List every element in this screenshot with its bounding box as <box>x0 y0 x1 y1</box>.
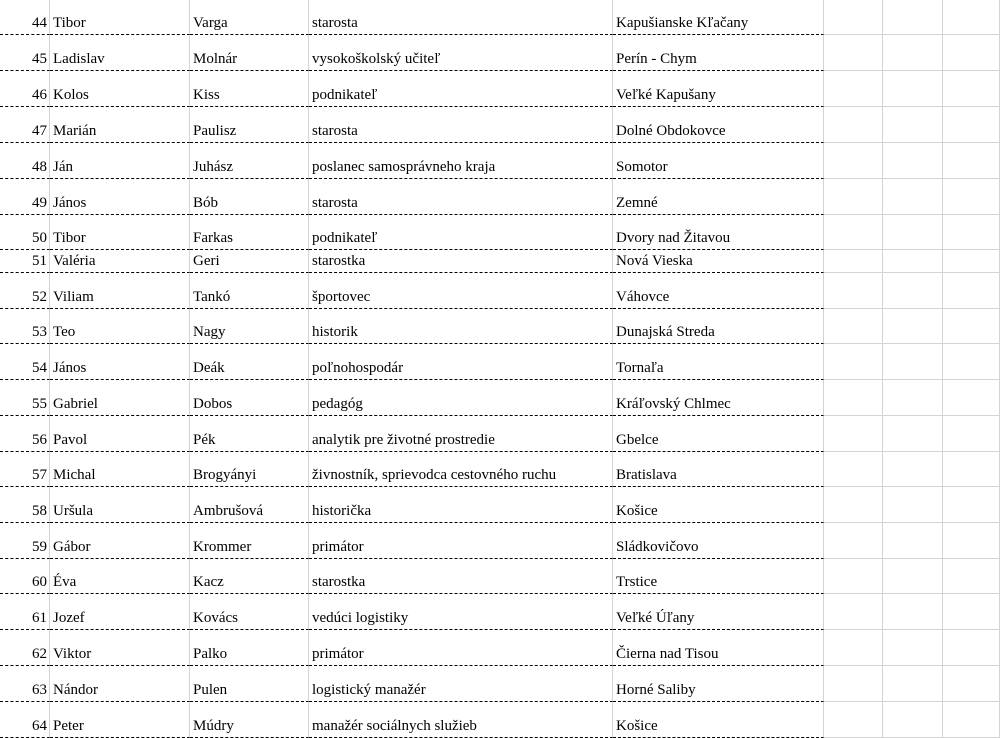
first-name-text: Marián <box>53 123 97 139</box>
last-name-text: Bób <box>193 195 219 211</box>
row-number-text: 64 <box>32 718 47 734</box>
row-number-text: 59 <box>32 539 47 555</box>
last-name-text: Molnár <box>193 51 238 67</box>
town-text: Dolné Obdokovce <box>616 123 726 139</box>
occupation-cell[interactable] <box>309 309 613 344</box>
empty-cell[interactable] <box>883 416 943 452</box>
occupation-cell[interactable] <box>309 702 613 738</box>
town-cell[interactable] <box>613 452 824 487</box>
last-name-text: Pulen <box>193 682 228 698</box>
last-name-text: Geri <box>193 253 220 269</box>
town-text: Zemné <box>616 195 658 211</box>
occupation-text: starosta <box>312 15 358 31</box>
town-text: Somotor <box>616 159 668 175</box>
first-name-cell[interactable] <box>50 107 190 143</box>
town-text: Nová Vieska <box>616 253 693 269</box>
empty-cell[interactable] <box>883 487 943 523</box>
occupation-cell[interactable] <box>309 452 613 487</box>
table-row <box>0 215 1000 250</box>
empty-cell[interactable] <box>883 309 943 344</box>
table-row <box>0 273 1000 309</box>
town-text: Tornaľa <box>616 360 664 376</box>
last-name-text: Varga <box>193 15 228 31</box>
last-name-text: Ambrušová <box>193 503 263 519</box>
first-name-cell[interactable] <box>50 594 190 630</box>
empty-cell[interactable] <box>943 630 1000 666</box>
last-name-cell[interactable] <box>190 179 309 215</box>
empty-cell[interactable] <box>824 250 883 273</box>
occupation-cell[interactable] <box>309 380 613 416</box>
town-cell[interactable] <box>613 215 824 250</box>
occupation-text: starosta <box>312 123 358 139</box>
occupation-cell[interactable] <box>309 523 613 559</box>
occupation-text: podnikateľ <box>312 87 378 103</box>
first-name-text: Ján <box>53 159 73 175</box>
row-number-cell[interactable] <box>0 380 50 416</box>
occupation-text: vysokoškolský učiteľ <box>312 51 441 67</box>
row-number-cell[interactable] <box>0 487 50 523</box>
town-text: Čierna nad Tisou <box>616 646 719 662</box>
last-name-text: Farkas <box>193 230 233 246</box>
empty-cell[interactable] <box>943 416 1000 452</box>
first-name-text: Kolos <box>53 87 89 103</box>
empty-cell[interactable] <box>824 344 883 380</box>
last-name-cell[interactable] <box>190 71 309 107</box>
town-cell[interactable] <box>613 702 824 738</box>
row-number-text: 47 <box>32 123 47 139</box>
first-name-cell[interactable] <box>50 344 190 380</box>
last-name-cell[interactable] <box>190 107 309 143</box>
town-cell[interactable] <box>613 523 824 559</box>
last-name-text: Deák <box>193 360 225 376</box>
occupation-cell[interactable] <box>309 143 613 179</box>
town-cell[interactable] <box>613 107 824 143</box>
town-cell[interactable] <box>613 344 824 380</box>
empty-cell[interactable] <box>883 380 943 416</box>
empty-cell[interactable] <box>943 215 1000 250</box>
occupation-text: historik <box>312 324 358 340</box>
table-row <box>0 0 1000 35</box>
last-name-cell[interactable] <box>190 702 309 738</box>
row-number-text: 53 <box>32 324 47 340</box>
empty-cell[interactable] <box>943 666 1000 702</box>
first-name-text: Michal <box>53 467 96 483</box>
first-name-text: Jozef <box>53 610 85 626</box>
last-name-text: Pék <box>193 432 216 448</box>
occupation-text: analytik pre životné prostredie <box>312 432 495 448</box>
town-text: Košice <box>616 503 658 519</box>
occupation-cell[interactable] <box>309 487 613 523</box>
first-name-text: János <box>53 195 87 211</box>
town-text: Váhovce <box>616 289 670 305</box>
row-number-cell[interactable] <box>0 452 50 487</box>
occupation-text: športovec <box>312 289 371 305</box>
table-row <box>0 143 1000 179</box>
occupation-cell[interactable] <box>309 666 613 702</box>
empty-cell[interactable] <box>943 380 1000 416</box>
empty-cell[interactable] <box>883 523 943 559</box>
last-name-cell[interactable] <box>190 35 309 71</box>
row-number-text: 61 <box>32 610 47 626</box>
row-number-text: 46 <box>32 87 47 103</box>
first-name-cell[interactable] <box>50 523 190 559</box>
last-name-cell[interactable] <box>190 594 309 630</box>
row-number-cell[interactable] <box>0 559 50 594</box>
empty-cell[interactable] <box>943 702 1000 738</box>
empty-cell[interactable] <box>824 107 883 143</box>
empty-cell[interactable] <box>883 107 943 143</box>
row-number-cell[interactable] <box>0 0 50 35</box>
empty-cell[interactable] <box>824 523 883 559</box>
last-name-text: Tankó <box>193 289 231 305</box>
town-text: Dunajská Streda <box>616 324 715 340</box>
first-name-cell[interactable] <box>50 179 190 215</box>
town-text: Veľké Úľany <box>616 610 695 626</box>
town-cell[interactable] <box>613 380 824 416</box>
row-number-cell[interactable] <box>0 702 50 738</box>
first-name-cell[interactable] <box>50 215 190 250</box>
row-number-cell[interactable] <box>0 416 50 452</box>
first-name-cell[interactable] <box>50 559 190 594</box>
first-name-text: Viliam <box>53 289 94 305</box>
last-name-text: Paulisz <box>193 123 237 139</box>
row-number-cell[interactable] <box>0 107 50 143</box>
occupation-text: manažér sociálnych služieb <box>312 718 477 734</box>
town-text: Kapušianske Kľačany <box>616 15 749 31</box>
last-name-text: Kovács <box>193 610 238 626</box>
empty-cell[interactable] <box>824 380 883 416</box>
empty-cell[interactable] <box>824 487 883 523</box>
town-text: Veľké Kapušany <box>616 87 716 103</box>
row-number-text: 56 <box>32 432 47 448</box>
row-number-cell[interactable] <box>0 179 50 215</box>
row-number-cell[interactable] <box>0 215 50 250</box>
last-name-cell[interactable] <box>190 452 309 487</box>
last-name-cell[interactable] <box>190 215 309 250</box>
town-cell[interactable] <box>613 273 824 309</box>
row-number-cell[interactable] <box>0 273 50 309</box>
town-text: Bratislava <box>616 467 677 483</box>
last-name-cell[interactable] <box>190 143 309 179</box>
first-name-cell[interactable] <box>50 71 190 107</box>
occupation-cell[interactable] <box>309 559 613 594</box>
town-text: Trstice <box>616 574 658 590</box>
town-cell[interactable] <box>613 71 824 107</box>
town-cell[interactable] <box>613 250 824 273</box>
row-number-text: 62 <box>32 646 47 662</box>
row-number-cell[interactable] <box>0 666 50 702</box>
occupation-text: živnostník, sprievodca cestovného ruchu <box>312 467 557 483</box>
table-row <box>0 71 1000 107</box>
occupation-cell[interactable] <box>309 0 613 35</box>
first-name-text: Teo <box>53 324 76 340</box>
first-name-text: Gábor <box>53 539 91 555</box>
town-text: Horné Saliby <box>616 682 696 698</box>
first-name-text: Ladislav <box>53 51 105 67</box>
empty-cell[interactable] <box>943 523 1000 559</box>
empty-cell[interactable] <box>883 666 943 702</box>
occupation-text: historička <box>312 503 372 519</box>
occupation-cell[interactable] <box>309 35 613 71</box>
last-name-cell[interactable] <box>190 380 309 416</box>
occupation-cell[interactable] <box>309 594 613 630</box>
last-name-text: Brogyányi <box>193 467 257 483</box>
first-name-cell[interactable] <box>50 143 190 179</box>
table-row <box>0 559 1000 594</box>
first-name-text: Gabriel <box>53 396 98 412</box>
row-number-text: 54 <box>32 360 47 376</box>
empty-cell[interactable] <box>824 179 883 215</box>
empty-cell[interactable] <box>943 143 1000 179</box>
empty-cell[interactable] <box>883 143 943 179</box>
empty-cell[interactable] <box>824 273 883 309</box>
empty-cell[interactable] <box>943 594 1000 630</box>
last-name-text: Dobos <box>193 396 233 412</box>
table-row <box>0 380 1000 416</box>
row-number-text: 51 <box>32 253 47 269</box>
occupation-cell[interactable] <box>309 416 613 452</box>
empty-cell[interactable] <box>824 452 883 487</box>
empty-cell[interactable] <box>824 215 883 250</box>
empty-cell[interactable] <box>883 71 943 107</box>
table-row <box>0 344 1000 380</box>
empty-cell[interactable] <box>883 273 943 309</box>
first-name-text: Éva <box>53 574 77 590</box>
occupation-text: pedagóg <box>312 396 363 412</box>
row-number-text: 60 <box>32 574 47 590</box>
row-number-text: 48 <box>32 159 47 175</box>
first-name-cell[interactable] <box>50 487 190 523</box>
table-row <box>0 452 1000 487</box>
empty-cell[interactable] <box>824 594 883 630</box>
row-number-cell[interactable] <box>0 630 50 666</box>
empty-cell[interactable] <box>824 666 883 702</box>
occupation-text: starosta <box>312 195 358 211</box>
table-row <box>0 594 1000 630</box>
last-name-cell[interactable] <box>190 0 309 35</box>
first-name-text: Peter <box>53 718 84 734</box>
empty-cell[interactable] <box>883 0 943 35</box>
last-name-cell[interactable] <box>190 666 309 702</box>
empty-cell[interactable] <box>824 143 883 179</box>
row-number-text: 63 <box>32 682 47 698</box>
row-number-cell[interactable] <box>0 35 50 71</box>
empty-cell[interactable] <box>883 559 943 594</box>
empty-cell[interactable] <box>943 559 1000 594</box>
empty-cell[interactable] <box>824 309 883 344</box>
first-name-cell[interactable] <box>50 35 190 71</box>
empty-cell[interactable] <box>943 71 1000 107</box>
empty-cell[interactable] <box>883 452 943 487</box>
row-number-cell[interactable] <box>0 523 50 559</box>
row-number-text: 57 <box>32 467 47 483</box>
first-name-text: Uršula <box>53 503 93 519</box>
table-row <box>0 702 1000 738</box>
first-name-cell[interactable] <box>50 416 190 452</box>
first-name-cell[interactable] <box>50 702 190 738</box>
last-name-text: Palko <box>193 646 228 662</box>
first-name-cell[interactable] <box>50 250 190 273</box>
empty-cell[interactable] <box>943 344 1000 380</box>
row-number-text: 55 <box>32 396 47 412</box>
empty-cell[interactable] <box>824 35 883 71</box>
row-number-text: 50 <box>32 230 47 246</box>
empty-cell[interactable] <box>943 179 1000 215</box>
occupation-text: primátor <box>312 539 364 555</box>
table-row <box>0 666 1000 702</box>
occupation-text: primátor <box>312 646 364 662</box>
town-text: Kráľovský Chlmec <box>616 396 731 412</box>
town-cell[interactable] <box>613 594 824 630</box>
empty-cell[interactable] <box>943 250 1000 273</box>
town-cell[interactable] <box>613 0 824 35</box>
row-number-text: 52 <box>32 289 47 305</box>
empty-cell[interactable] <box>824 71 883 107</box>
occupation-cell[interactable] <box>309 344 613 380</box>
first-name-text: Tibor <box>53 15 86 31</box>
row-number-text: 44 <box>32 15 47 31</box>
empty-cell[interactable] <box>883 594 943 630</box>
first-name-text: Valéria <box>53 253 96 269</box>
empty-cell[interactable] <box>883 35 943 71</box>
empty-cell[interactable] <box>824 559 883 594</box>
empty-cell[interactable] <box>943 309 1000 344</box>
town-cell[interactable] <box>613 35 824 71</box>
last-name-cell[interactable] <box>190 559 309 594</box>
row-number-cell[interactable] <box>0 143 50 179</box>
last-name-cell[interactable] <box>190 630 309 666</box>
last-name-cell[interactable] <box>190 273 309 309</box>
empty-cell[interactable] <box>883 630 943 666</box>
empty-cell[interactable] <box>883 179 943 215</box>
last-name-text: Kacz <box>193 574 224 590</box>
town-cell[interactable] <box>613 416 824 452</box>
town-text: Gbelce <box>616 432 659 448</box>
table-row <box>0 523 1000 559</box>
first-name-text: Tibor <box>53 230 86 246</box>
occupation-cell[interactable] <box>309 273 613 309</box>
row-number-cell[interactable] <box>0 71 50 107</box>
town-text: Košice <box>616 718 658 734</box>
table-row <box>0 179 1000 215</box>
row-number-text: 45 <box>32 51 47 67</box>
empty-cell[interactable] <box>824 702 883 738</box>
town-cell[interactable] <box>613 630 824 666</box>
row-number-cell[interactable] <box>0 344 50 380</box>
occupation-text: starostka <box>312 574 366 590</box>
last-name-text: Krommer <box>193 539 252 555</box>
town-cell[interactable] <box>613 559 824 594</box>
occupation-text: starostka <box>312 253 366 269</box>
town-cell[interactable] <box>613 143 824 179</box>
empty-cell[interactable] <box>943 273 1000 309</box>
occupation-text: poľnohospodár <box>312 360 404 376</box>
last-name-cell[interactable] <box>190 309 309 344</box>
row-number-cell[interactable] <box>0 250 50 273</box>
occupation-text: podnikateľ <box>312 230 378 246</box>
empty-cell[interactable] <box>943 487 1000 523</box>
table-row <box>0 487 1000 523</box>
last-name-text: Nagy <box>193 324 226 340</box>
table-row <box>0 107 1000 143</box>
town-cell[interactable] <box>613 487 824 523</box>
last-name-text: Kiss <box>193 87 220 103</box>
first-name-cell[interactable] <box>50 380 190 416</box>
occupation-cell[interactable] <box>309 107 613 143</box>
last-name-cell[interactable] <box>190 250 309 273</box>
table-row <box>0 416 1000 452</box>
occupation-cell[interactable] <box>309 179 613 215</box>
first-name-cell[interactable] <box>50 452 190 487</box>
last-name-cell[interactable] <box>190 416 309 452</box>
first-name-text: János <box>53 360 87 376</box>
town-cell[interactable] <box>613 309 824 344</box>
empty-cell[interactable] <box>883 344 943 380</box>
empty-cell[interactable] <box>883 215 943 250</box>
last-name-text: Juhász <box>193 159 233 175</box>
empty-cell[interactable] <box>883 250 943 273</box>
empty-cell[interactable] <box>824 630 883 666</box>
table-row <box>0 250 1000 273</box>
first-name-cell[interactable] <box>50 309 190 344</box>
first-name-text: Nándor <box>53 682 98 698</box>
last-name-cell[interactable] <box>190 344 309 380</box>
first-name-text: Viktor <box>53 646 92 662</box>
first-name-cell[interactable] <box>50 630 190 666</box>
occupation-text: logistický manažér <box>312 682 426 698</box>
town-cell[interactable] <box>613 179 824 215</box>
row-number-cell[interactable] <box>0 594 50 630</box>
occupation-cell[interactable] <box>309 630 613 666</box>
first-name-cell[interactable] <box>50 0 190 35</box>
last-name-cell[interactable] <box>190 523 309 559</box>
row-number-cell[interactable] <box>0 309 50 344</box>
empty-cell[interactable] <box>943 0 1000 35</box>
town-cell[interactable] <box>613 666 824 702</box>
empty-cell[interactable] <box>883 702 943 738</box>
empty-cell[interactable] <box>824 0 883 35</box>
occupation-cell[interactable] <box>309 215 613 250</box>
row-number-text: 58 <box>32 503 47 519</box>
table-row <box>0 309 1000 344</box>
occupation-cell[interactable] <box>309 250 613 273</box>
town-text: Perín - Chym <box>616 51 697 67</box>
first-name-cell[interactable] <box>50 666 190 702</box>
town-text: Dvory nad Žitavou <box>616 230 731 246</box>
occupation-cell[interactable] <box>309 71 613 107</box>
table-row <box>0 630 1000 666</box>
occupation-text: vedúci logistiky <box>312 610 409 626</box>
last-name-text: Múdry <box>193 718 234 734</box>
empty-cell[interactable] <box>943 35 1000 71</box>
occupation-text: poslanec samosprávneho kraja <box>312 159 496 175</box>
empty-cell[interactable] <box>824 416 883 452</box>
first-name-cell[interactable] <box>50 273 190 309</box>
row-number-text: 49 <box>32 195 47 211</box>
table-row <box>0 35 1000 71</box>
empty-cell[interactable] <box>943 452 1000 487</box>
first-name-text: Pavol <box>53 432 88 448</box>
empty-cell[interactable] <box>943 107 1000 143</box>
last-name-cell[interactable] <box>190 487 309 523</box>
town-text: Sládkovičovo <box>616 539 699 555</box>
